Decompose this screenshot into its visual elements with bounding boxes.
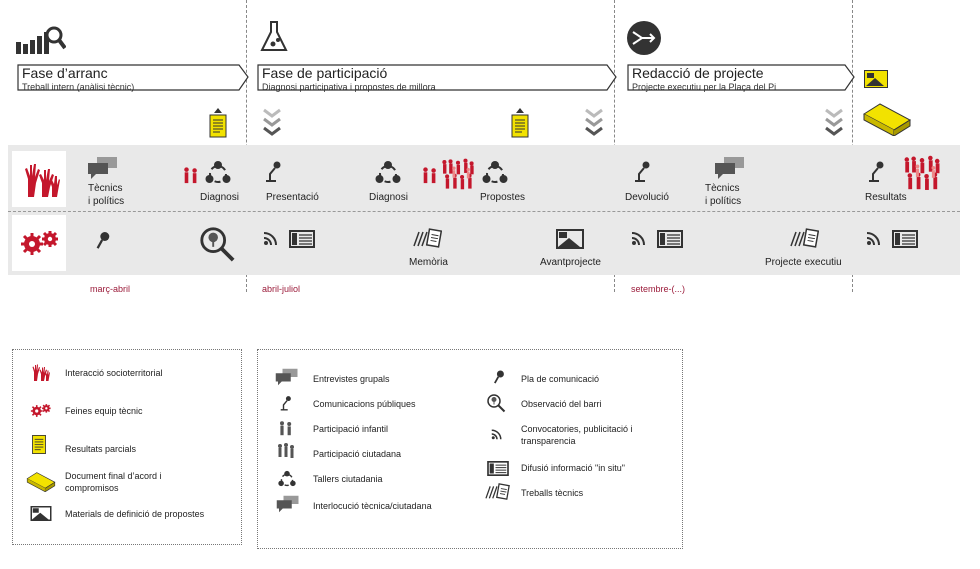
phase-title: Fase d’arranc — [22, 65, 108, 81]
projecte-executiu-label: Projecte executiu — [765, 257, 842, 268]
phase-title: Redacció de projecte — [632, 65, 764, 81]
tecnics-label: Tècnics i polítics — [88, 183, 125, 207]
phase-title: Fase de participació — [262, 65, 388, 81]
phase-date: setembre-(...) — [631, 284, 686, 294]
partial-results-icon — [511, 108, 529, 138]
board-icon — [487, 461, 509, 476]
board-icon — [289, 230, 315, 248]
avantprojecte-label: Avantprojecte — [540, 257, 601, 268]
merge-arrow-icon — [626, 20, 662, 56]
rss-icon — [866, 230, 882, 246]
legend-label: Entrevistes grupals — [313, 374, 390, 384]
materials-yellow-icon — [864, 70, 888, 88]
phase-subtitle: Treball intern (anàlisi tècnic) — [22, 82, 135, 92]
microphone-icon — [634, 160, 654, 184]
workshop-icon — [482, 160, 508, 184]
legend-label: Pla de comunicació — [521, 374, 600, 384]
legend-label: Feines equip tècnic — [65, 406, 143, 416]
hands-icon-box — [12, 151, 66, 207]
band-divider — [8, 211, 960, 212]
resultats-label: Resultats — [865, 192, 907, 203]
final-document-icon — [862, 100, 912, 136]
legend-label: Resultats parcials — [65, 444, 137, 454]
rss-icon — [263, 230, 279, 246]
diagnosi-label: Diagnosi — [369, 192, 408, 203]
workshop-icon — [278, 470, 296, 487]
speech-bubbles-icon — [714, 156, 746, 180]
legend-label: Document final d’acord i compromisos — [65, 471, 162, 493]
citizens-icon — [903, 152, 941, 196]
board-icon — [657, 230, 683, 248]
hands-icon — [30, 362, 50, 382]
presentacio-label: Presentació — [266, 192, 319, 203]
legend-label: Observació del barri — [521, 399, 602, 409]
magnifier-icon — [486, 393, 506, 413]
board-icon — [892, 230, 918, 248]
technical-work-icon — [412, 228, 442, 248]
diagnosi-label: Diagnosi — [200, 192, 239, 203]
children-icon — [278, 420, 294, 436]
gears-icon-box — [12, 215, 66, 271]
workshop-icon — [375, 160, 401, 184]
flask-icon — [260, 20, 288, 54]
microphone-icon — [280, 395, 294, 412]
partial-results-icon — [209, 108, 227, 138]
citizens-icon — [441, 153, 475, 197]
legend-label: Participació ciutadana — [313, 449, 402, 459]
citizens-icon — [276, 442, 296, 462]
memoria-label: Memòria — [409, 257, 448, 268]
dialogue-icon — [276, 495, 300, 513]
final-document-icon — [26, 470, 56, 492]
legend-label: Treballs tècnics — [521, 488, 584, 498]
speech-bubbles-icon — [87, 156, 119, 180]
propostes-label: Propostes — [480, 192, 526, 203]
legend-label: Participació infantil — [313, 424, 389, 434]
phase-header-arranc — [17, 64, 249, 98]
microphone-icon — [265, 160, 285, 184]
workshop-icon — [205, 160, 231, 184]
bar-chart-magnifier-icon — [16, 26, 66, 56]
gears-icon — [30, 403, 52, 419]
phase-subtitle: Diagnosi participativa i propostes de millora — [262, 82, 436, 92]
rss-icon — [631, 230, 647, 246]
magnifier-icon — [198, 225, 236, 263]
phase-date: abril-juliol — [262, 284, 301, 294]
children-icon — [421, 166, 439, 184]
legend-label: Difusió informació "in situ" — [521, 463, 625, 473]
phase-subtitle: Projecte executiu per la Plaça del Pi — [632, 82, 777, 92]
materials-icon — [556, 229, 584, 249]
chevrons-down-icon — [584, 108, 604, 138]
legend-label: Convocatories, publicitació i transparencia — [521, 424, 633, 446]
microphone-icon — [868, 160, 888, 184]
comm-plan-icon — [492, 369, 506, 386]
materials-icon — [30, 506, 52, 521]
legend-label: Comunicacions públiques — [313, 399, 416, 409]
speech-bubbles-icon — [275, 368, 299, 386]
legend-label: Interacció socioterritorial — [65, 368, 163, 378]
partial-results-icon — [32, 435, 46, 454]
comm-plan-icon — [94, 230, 112, 252]
chevrons-down-icon — [262, 108, 282, 138]
children-icon — [182, 166, 200, 184]
legend-label: Tallers ciutadania — [313, 474, 383, 484]
phase-header-redaccio — [627, 64, 855, 98]
tecnics-label: Tècnics i polítics — [705, 183, 742, 207]
rss-icon — [491, 428, 503, 440]
chevrons-down-icon — [824, 108, 844, 138]
devolucio-label: Devolució — [625, 192, 669, 203]
legend-label: Materials de definició de propostes — [65, 509, 205, 519]
phase-header-participacio — [257, 64, 617, 98]
technical-work-icon — [789, 228, 819, 248]
legend-label: Interlocució tècnica/ciutadana — [313, 501, 432, 511]
phase-date: març-abril — [90, 284, 131, 294]
technical-work-icon — [484, 483, 510, 500]
